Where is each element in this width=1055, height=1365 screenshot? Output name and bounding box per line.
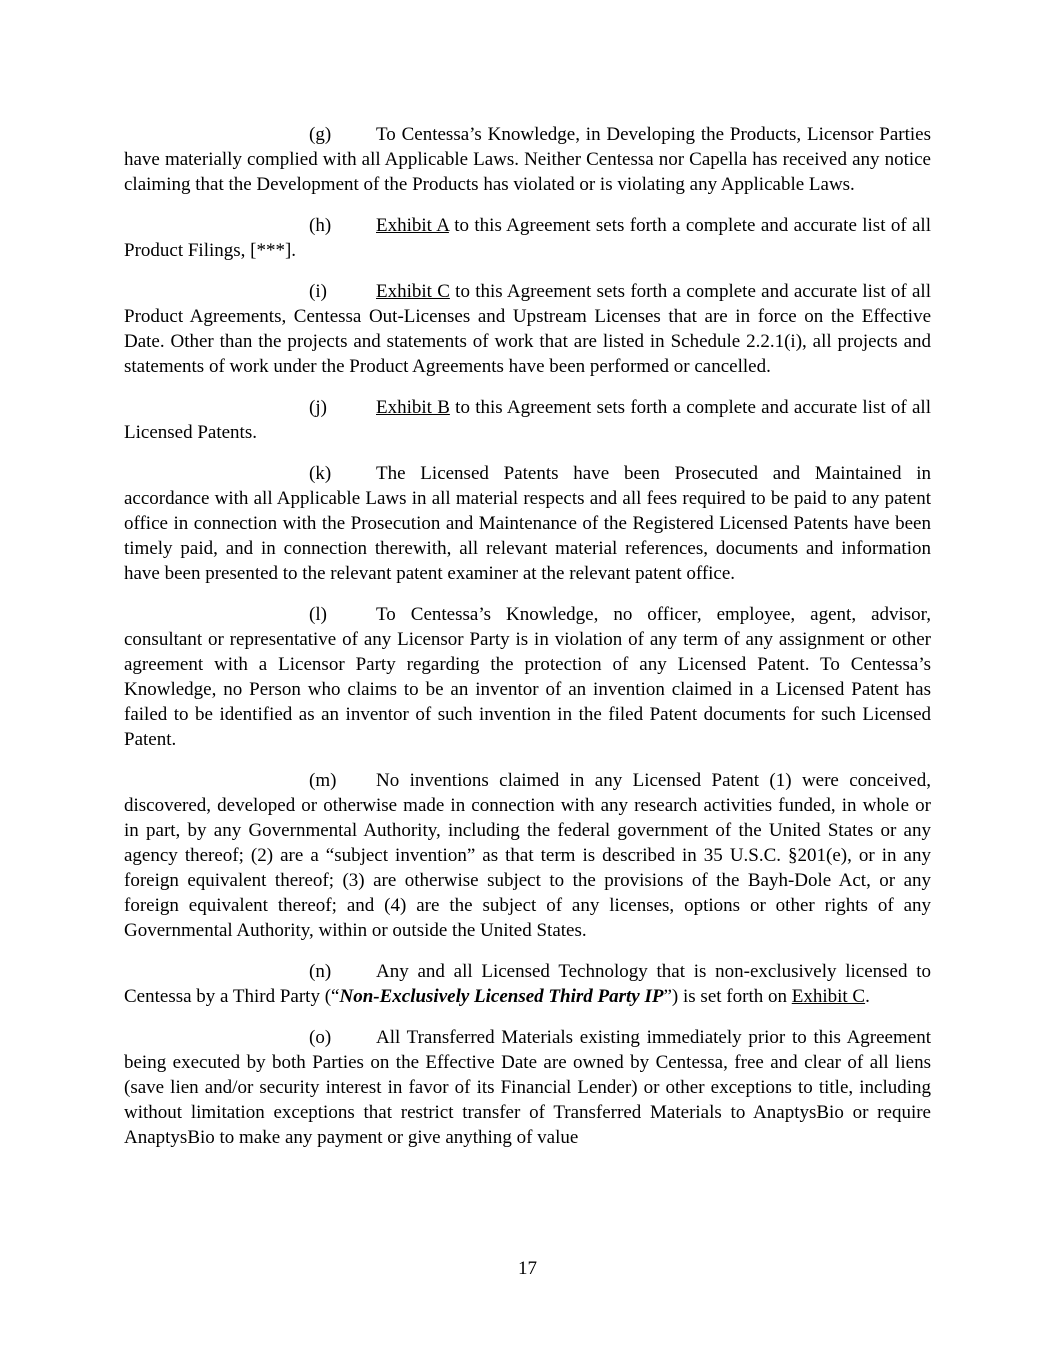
paragraph-n-label: (n) bbox=[309, 961, 332, 982]
paragraph-m bbox=[124, 768, 931, 943]
paragraph-l-label: (l) bbox=[309, 604, 327, 625]
paragraph-k-label: (k) bbox=[309, 463, 332, 484]
paragraph-k bbox=[124, 461, 931, 586]
exhibit-c-reference: Exhibit C bbox=[791, 986, 866, 1007]
paragraph-o-label: (o) bbox=[309, 1027, 332, 1048]
text-segment: to this Agreement sets forth a complete and accurate list of all Product Agreements, Centessa Out-Licenses and Upstream Licenses that are in force on the Effective Date. Other than the projects and statements of work that are listed in Schedule 2.2.1(i), all projects and statements of work under the Product Agreements have been performed or cancelled. bbox=[124, 281, 931, 377]
paragraph-n bbox=[124, 959, 931, 1009]
paragraph-g-label: (g) bbox=[309, 124, 332, 145]
text-segment: to this Agreement sets forth a complete and accurate list of all Product Filings, [***]. bbox=[124, 215, 931, 261]
text-segment: ”) is set forth on bbox=[663, 986, 792, 1007]
exhibit-b-reference: Exhibit B bbox=[376, 397, 450, 418]
text-segment: The Licensed Patents have been Prosecuted and Maintained in accordance with all Applicable Laws in all material respects and all fees required to be paid to any patent office in connection with the Prosecution and Maintenance of the Registered Licensed Patents have been timely paid, and in connection therewith, all relevant material references, documents and information have been presented to the relevant patent examiner at the relevant patent office. bbox=[124, 463, 931, 584]
text-segment: . bbox=[865, 986, 870, 1007]
text-segment: To Centessa’s Knowledge, no officer, employee, agent, advisor, consultant or representative of any Licensor Party is in violation of any term of any assignment or other agreement with a Licensor Party regarding the protection of any Licensed Patent. To Centessa’s Knowledge, no Person who claims to be an inventor of an invention claimed in a Licensed Patent has failed to be identified as an inventor of such invention in the filed Patent documents for such Licensed Patent. bbox=[124, 604, 931, 750]
exhibit-a-reference: Exhibit A bbox=[376, 215, 449, 236]
exhibit-c-reference: Exhibit C bbox=[376, 281, 450, 302]
paragraph-o bbox=[124, 1025, 931, 1150]
paragraph-l bbox=[124, 602, 931, 752]
text-segment: To Centessa’s Knowledge, in Developing the Products, Licensor Parties have materially complied with all Applicable Laws. Neither Centessa nor Capella has received any notice claiming that the Development of the Products has violated or is violating any Applicable Laws. bbox=[124, 124, 931, 195]
text-segment: to this Agreement sets forth a complete and accurate list of all Licensed Patents. bbox=[124, 397, 931, 443]
paragraph-j bbox=[124, 395, 931, 445]
text-segment: No inventions claimed in any Licensed Patent (1) were conceived, discovered, developed or otherwise made in connection with any research activities funded, in whole or in part, by any Governmental Authority, including the federal government of the United States or any agency thereof; (2) are a “subject invention” as that term is described in 35 U.S.C. §201(e), or in any foreign equivalent thereof; (3) are otherwise subject to the provisions of the Bayh-Dole Act, or any foreign equivalent thereof; and (4) are the subject of any licenses, options or other rights of any Governmental Authority, within or outside the United States. bbox=[124, 770, 931, 941]
defined-term: Non-Exclusively Licensed Third Party IP bbox=[339, 986, 664, 1007]
document-body bbox=[124, 122, 931, 1166]
text-segment: Any and all Licensed Technology that is non-exclusively licensed to Centessa by a Third Party (“ bbox=[124, 961, 931, 1007]
text-segment: All Transferred Materials existing immediately prior to this Agreement being executed by both Parties on the Effective Date are owned by Centessa, free and clear of all liens (save lien and/or security interest in favor of its Financial Lender) or other exceptions to title, including without limitation exceptions that restrict transfer of Transferred Materials to AnaptysBio or require AnaptysBio to make any payment or give anything of value bbox=[124, 1027, 931, 1148]
paragraph-j-label: (j) bbox=[309, 397, 327, 418]
paragraph-g bbox=[124, 122, 931, 197]
paragraph-m-label: (m) bbox=[309, 770, 337, 791]
page-number: 17 bbox=[518, 1258, 537, 1279]
paragraph-h-label: (h) bbox=[309, 215, 332, 236]
paragraph-h bbox=[124, 213, 931, 263]
paragraph-i bbox=[124, 279, 931, 379]
paragraph-i-label: (i) bbox=[309, 281, 327, 302]
